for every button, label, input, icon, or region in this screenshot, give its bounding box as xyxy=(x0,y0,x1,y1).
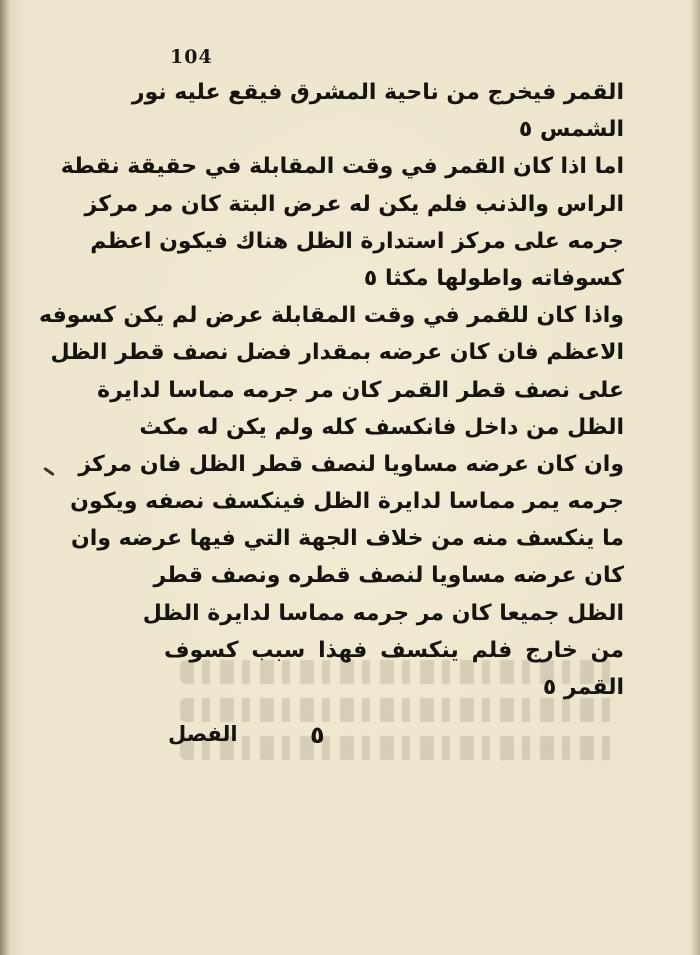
text-line: ما ينكسف منه من خلاف الجهة التي فيها عرضه وان xyxy=(71,526,624,552)
text-line: كان عرضه مساويا لنصف قطره ونصف قطر xyxy=(153,563,624,589)
text-line: جرمه يمر مماسا لدايرة الظل فينكسف نصفه ويكون xyxy=(70,489,624,515)
text-line: من خارج فلم ينكسف فهذا سبب كسوف xyxy=(164,637,624,663)
text-line: على نصف قطر القمر كان مر جرمه مماسا لدايرة xyxy=(97,377,624,403)
page-edge xyxy=(690,0,700,955)
page-number: 104 xyxy=(170,46,213,68)
text-line: الاعظم فان كان عرضه بمقدار فضل نصف قطر الظل xyxy=(50,340,624,366)
section-word: الفصل xyxy=(168,722,238,746)
text-line: القمر فيخرج من ناحية المشرق فيقع عليه نور xyxy=(131,80,624,105)
text-line: واذا كان للقمر في وقت المقابلة عرض لم يكن كسوفه xyxy=(39,303,624,329)
text-line: اما اذا كان القمر في وقت المقابلة في حقيقة نقطة xyxy=(60,154,624,180)
text-line: الظل من داخل فانكسف كله ولم يكن له مكث xyxy=(139,414,624,440)
text-line: القمر ٥ xyxy=(542,675,624,700)
text-line: وان كان عرضه مساويا لنصف قطر الظل فان مركز xyxy=(78,451,624,477)
margin-mark xyxy=(43,467,55,476)
text-line: كسوفاته واطولها مكثا ٥ xyxy=(363,265,624,291)
section-footer xyxy=(168,721,325,752)
text-line: جرمه على مركز استدارة الظل هناك فيكون اعظم xyxy=(90,228,624,254)
text-line: الظل جميعا كان مر جرمه مماسا لدايرة الظل xyxy=(142,600,624,626)
text-body xyxy=(39,74,624,706)
text-line: الشمس ٥ xyxy=(518,117,624,143)
binding-shadow xyxy=(0,0,10,955)
section-mark: ٥ xyxy=(310,721,325,749)
text-line: الراس والذنب فلم يكن له عرض البتة كان مر مركز xyxy=(84,191,624,217)
